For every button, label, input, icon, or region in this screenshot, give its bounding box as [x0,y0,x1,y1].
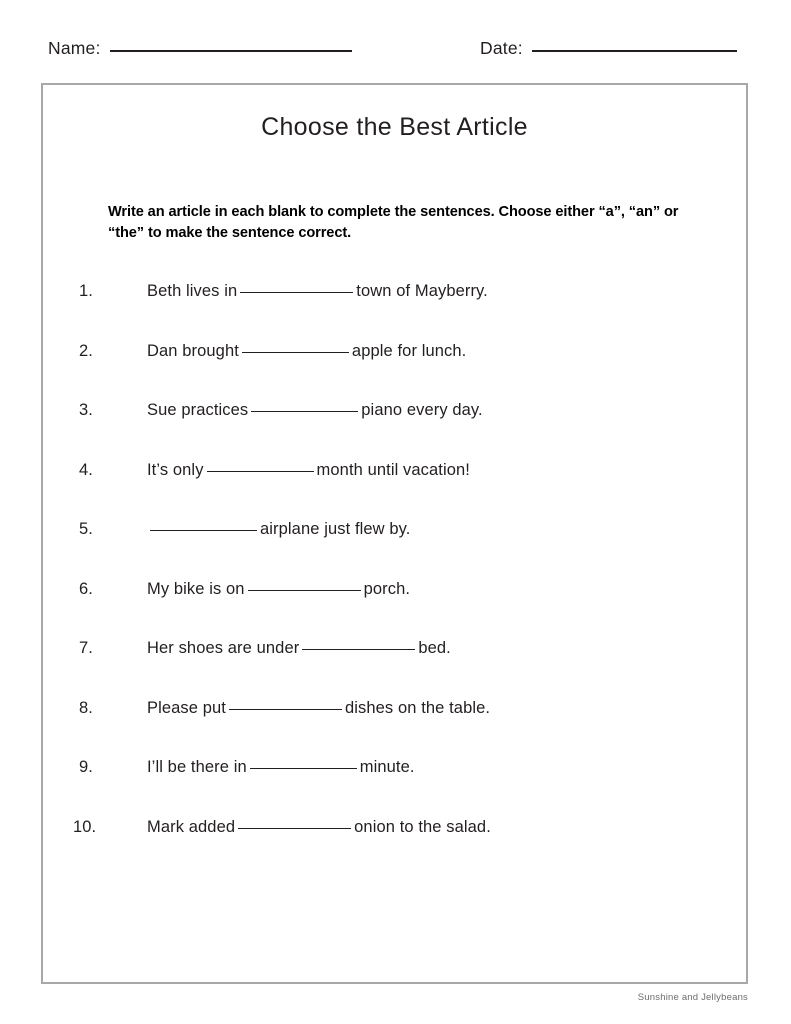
worksheet-border-box [41,83,748,984]
question-text [147,401,483,420]
date-label: Date: [480,38,523,58]
answer-blank[interactable] [248,590,361,591]
question-text [147,461,470,480]
name-field[interactable] [48,38,352,59]
question-number: 9. [79,758,93,776]
question-number: 10. [73,817,97,836]
answer-blank[interactable] [240,292,353,293]
question-item [43,580,746,640]
question-text-before-blank: I’ll be there in [147,758,247,776]
date-write-line[interactable] [532,50,737,52]
question-text-before-blank: Sue practices [147,401,249,419]
question-item [43,699,746,759]
question-text-before-blank: Please put [147,698,226,717]
answer-blank[interactable] [302,649,415,650]
answer-blank[interactable] [242,352,349,353]
question-item [43,342,746,402]
question-text-before-blank: Mark added [147,817,236,836]
question-text-before-blank: My bike is on [147,579,245,598]
question-text [147,639,451,658]
question-text-after-blank: airplane just flew by. [260,520,411,538]
question-text-after-blank: bed. [418,639,451,657]
question-text-before-blank: Beth lives in [147,282,238,300]
question-text [147,758,415,777]
question-text-before-blank: Dan brought [147,341,239,360]
question-number: 7. [79,639,93,657]
answer-blank[interactable] [250,768,357,769]
question-item [43,401,746,461]
name-label: Name: [48,38,101,58]
question-text-after-blank: apple for lunch. [351,341,467,360]
question-text [147,282,488,301]
question-text [147,580,410,599]
question-text [147,342,466,361]
question-text-after-blank: porch. [363,579,411,598]
question-text [147,818,491,837]
answer-blank[interactable] [238,828,351,829]
question-text-after-blank: dishes on the table. [344,698,491,717]
question-text-after-blank: piano every day. [361,401,483,419]
question-text-after-blank: minute. [359,758,415,776]
name-write-line[interactable] [110,50,352,52]
question-item [43,520,746,580]
question-number: 1. [79,282,93,300]
question-text-after-blank: town of Mayberry. [356,282,488,300]
question-item [43,639,746,699]
answer-blank[interactable] [229,709,342,710]
question-text [147,699,490,718]
answer-blank[interactable] [251,411,358,412]
question-text-after-blank: onion to the salad. [354,817,491,836]
page-title: Choose the Best Article [261,113,528,141]
question-item [43,758,746,818]
question-number: 2. [79,341,93,360]
footer-credit: Sunshine and Jellybeans [637,992,748,1003]
question-text-before-blank: It’s only [147,460,204,479]
question-list [43,282,746,877]
question-item [43,461,746,521]
question-text-after-blank: month until vacation! [316,460,470,479]
question-text-before-blank: Her shoes are under [147,639,300,657]
question-number: 6. [79,579,93,598]
instructions-text: Write an article in each blank to complete the sentences. Choose either “a”, “an” or “the” to make the sentence correct. [108,204,679,241]
question-number: 4. [79,460,93,479]
answer-blank[interactable] [150,530,257,531]
date-field[interactable] [480,38,737,59]
question-number: 8. [79,698,93,717]
question-item [43,282,746,342]
student-info-header [0,38,791,66]
question-number: 3. [79,401,93,419]
question-item [43,818,746,878]
question-text [147,520,410,539]
question-number: 5. [79,520,93,538]
answer-blank[interactable] [207,471,314,472]
